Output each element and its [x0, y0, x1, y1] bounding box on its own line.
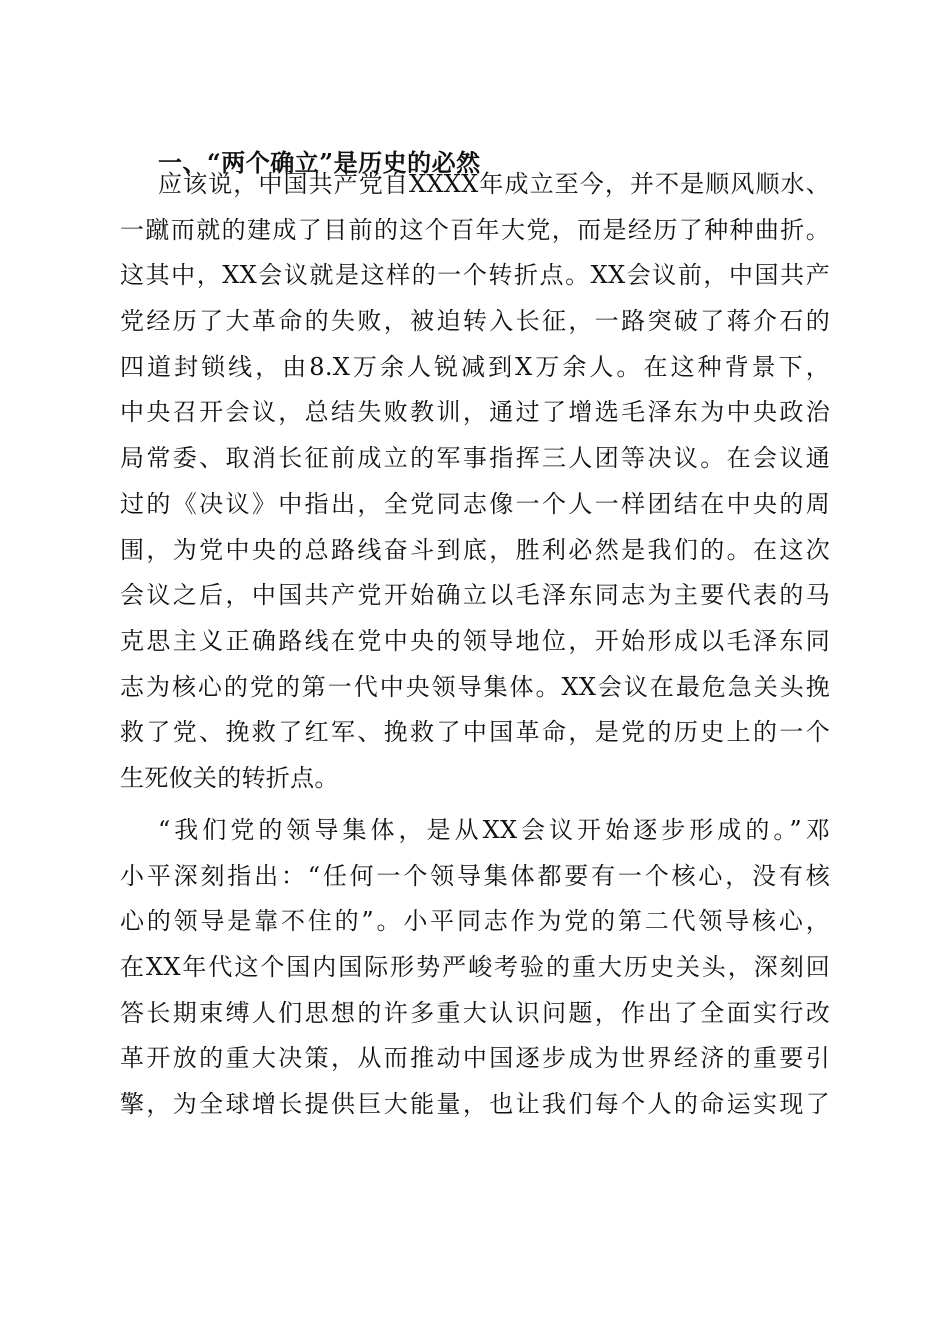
paragraph-line: 过的《决议》中指出，全党同志像一个人一样团结在中央的周 — [120, 489, 830, 518]
section-heading: 一、“两个确立”是历史的必然 — [158, 148, 481, 177]
paragraph-line: 小平深刻指出：“任何一个领导集体都要有一个核心，没有核 — [120, 861, 830, 890]
paragraph-line: 会议之后，中国共产党开始确立以毛泽东同志为主要代表的马 — [120, 581, 830, 610]
paragraph-line: 中央召开会议，总结失败教训，通过了增选毛泽东为中央政治 — [120, 398, 830, 427]
paragraph-line: 围，为党中央的总路线奋斗到底，胜利必然是我们的。在这次 — [120, 535, 830, 564]
paragraph-line: 局常委、取消长征前成立的军事指挥三人团等决议。在会议通 — [120, 444, 830, 473]
paragraph-line: 心的领导是靠不住的”。小平同志作为党的第二代领导核心， — [120, 907, 830, 936]
paragraph-line: 一蹴而就的建成了目前的这个百年大党，而是经历了种种曲折。 — [120, 215, 830, 244]
paragraph-line: 答长期束缚人们思想的许多重大认识问题，作出了全面实行改 — [120, 998, 830, 1027]
paragraph-1 — [120, 162, 830, 802]
paragraph-line: 擎，为全球增长提供巨大能量，也让我们每个人的命运实现了 — [120, 1090, 830, 1119]
paragraph-line: 在XX年代这个国内国际形势严峻考验的重大历史关头，深刻回 — [120, 953, 830, 982]
paragraph-line: 革开放的重大决策，从而推动中国逐步成为世界经济的重要引 — [120, 1044, 830, 1073]
paragraph-line: 志为核心的党的第一代中央领导集体。XX会议在最危急关头挽 — [120, 672, 830, 701]
paragraph-line: 救了党、挽救了红军、挽救了中国革命，是党的历史上的一个 — [120, 718, 830, 747]
paragraph-2 — [120, 808, 830, 1128]
paragraph-line: 这其中，XX会议就是这样的一个转折点。XX会议前，中国共产 — [120, 261, 830, 290]
paragraph-line: “我们党的领导集体，是从XX会议开始逐步形成的。”邓 — [158, 816, 830, 844]
paragraph-line: 四道封锁线，由8.X万余人锐减到X万余人。在这种背景下， — [120, 352, 830, 381]
paragraph-line: 应该说，中国共产党自XXXX年成立至今，并不是顺风顺水、 — [158, 170, 830, 198]
paragraph-line: 生死攸关的转折点。 — [120, 763, 339, 792]
paragraph-line: 党经历了大革命的失败，被迫转入长征，一路突破了蒋介石的 — [120, 307, 830, 336]
paragraph-line: 克思主义正确路线在党中央的领导地位，开始形成以毛泽东同 — [120, 626, 830, 655]
